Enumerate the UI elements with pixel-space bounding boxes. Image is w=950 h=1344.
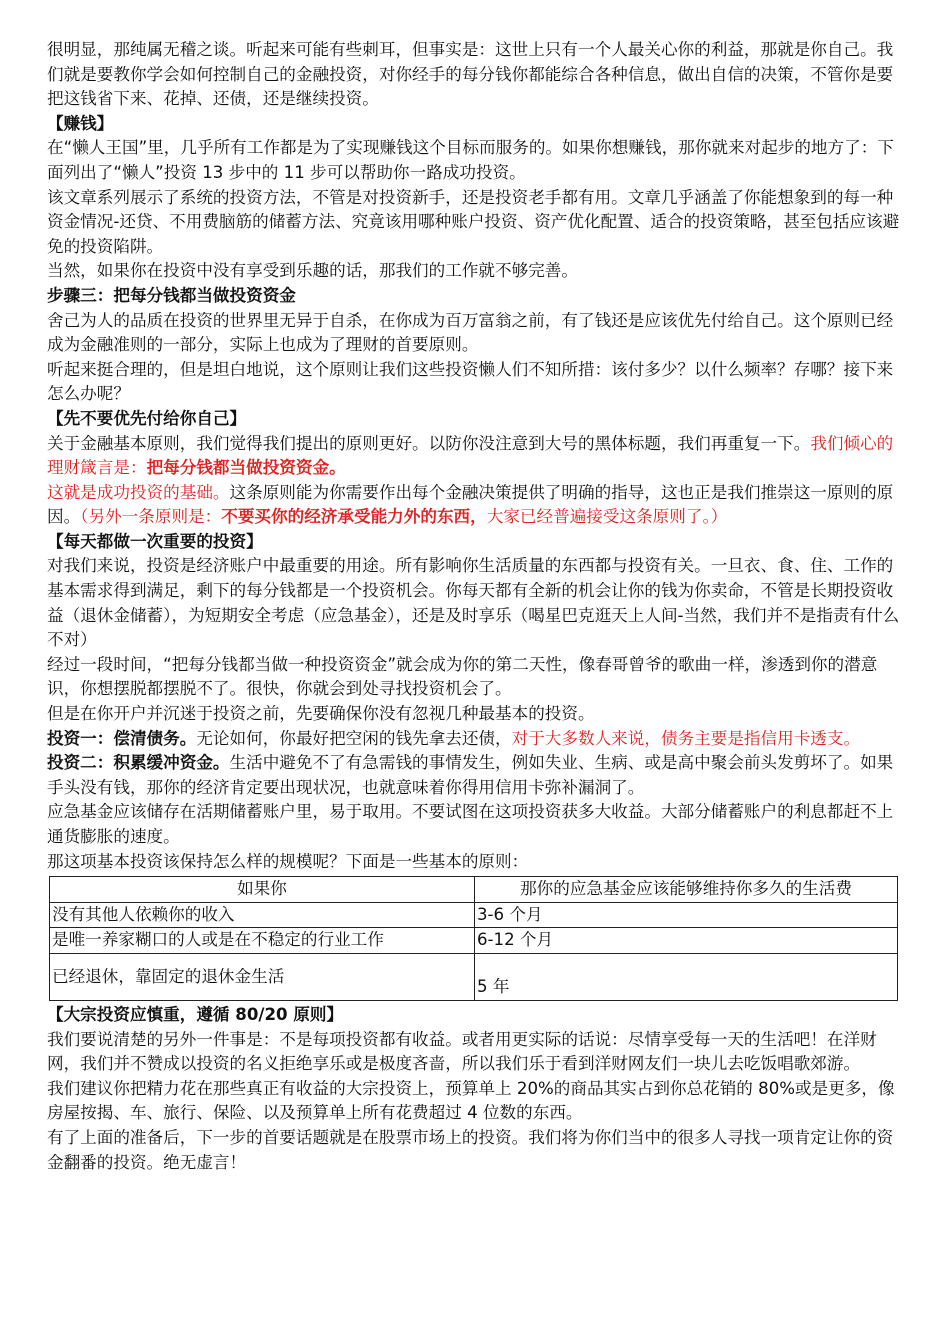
table-cell: 已经退休，靠固定的退休金生活	[50, 953, 475, 1000]
motto-statement: 把每分钱都当做投资资金。	[146, 458, 346, 478]
paragraph-foundation	[47, 481, 902, 530]
other-principle-tail: 大家已经普遍接受这条原则了。）	[486, 507, 728, 527]
paragraph-investment-use: 对我们来说，投资是经济账户中最重要的用途。所有影响你生活质量的东西都与投资有关。一旦衣、食、住、工作的基本需求得到满足，剩下的每分钱都是一个投资机会。你每天都有全新的机会让你的钱为你卖命，不管是长期投资收益（退休金储蓄），为短期安全考虑（应急基金），还是及时享乐（喝星巴克逛天上人间-当然，我们并不是指责有什么不对）	[47, 556, 900, 650]
heading-step-three: 步骤三：把每分钱都当做投资资金	[47, 285, 296, 305]
heading-earn-money: 【赚钱】	[47, 113, 114, 133]
other-principle-lead: （另外一条原则是：	[80, 507, 222, 527]
table-cell: 5 年	[475, 953, 898, 1000]
table-row	[50, 953, 898, 1000]
investment-one-red: 对于大多数人来说，债务主要是指信用卡透支。	[511, 728, 861, 748]
paragraph-questions: 听起来挺合理的，但是坦白地说，这个原则让我们这些投资懒人们不知所措：该付多少？以什么频率？存哪？接下来怎么办呢？	[47, 359, 894, 404]
paragraph-investment-one	[47, 727, 902, 752]
heading-dont-pay-first: 【先不要优先付给你自己】	[47, 408, 247, 428]
investment-one-text: 无论如何，你最好把空闲的钱先拿去还债，	[196, 728, 512, 748]
paragraph-lazy-kingdom: 在“懒人王国”里，几乎所有工作都是为了实现赚钱这个目标而服务的。如果你想赚钱，那你就来对起步的地方了：下面列出了“懒人”投资 13 步中的 11 步可以帮助你一路成功投资。	[47, 138, 894, 182]
table-row	[50, 902, 898, 928]
paragraph-enjoyment: 当然，如果你在投资中没有享受到乐趣的话，那我们的工作就不够完善。	[47, 261, 578, 281]
paragraph-pay-yourself: 舍己为人的品质在投资的世界里无异于自杀，在你成为百万富翁之前，有了钱还是应该优先付给自己。这个原则已经成为金融准则的一部分，实际上也成为了理财的首要原则。	[47, 310, 894, 355]
investment-two-label: 投资二：积累缓冲资金。	[47, 753, 230, 773]
foundation-text: 这条原则能为你需要作出每个金融决策提供了明确的指导，这也正是我们推崇这一原则的原因。	[47, 482, 894, 527]
table-cell: 3-6 个月	[475, 902, 898, 928]
paragraph-enjoy-life: 我们要说清楚的另外一件事是：不是每项投资都有收益。或者用更实际的话说：尽情享受每一天的生活吧！在洋财网，我们并不赞成以投资的名义拒绝享乐或是极度吝啬，所以我们乐于看到洋财网友们一块儿去吃饭唱歌郊游。	[47, 1029, 877, 1074]
foundation-red-text: 这就是成功投资的基础。	[47, 482, 230, 502]
motto-lead-red: 我们倾心的理财箴言是：	[47, 433, 894, 478]
paragraph-investment-two	[47, 751, 902, 800]
heading-daily-investment: 【每天都做一次重要的投资】	[47, 531, 263, 551]
paragraph-next-step: 有了上面的准备后，下一步的首要话题就是在股票市场上的投资。我们将为你们当中的很多人寻找一项肯定让你的资金翻番的投资。绝无虚言！	[47, 1127, 894, 1172]
table-cell: 没有其他人依赖你的收入	[50, 902, 475, 928]
investment-one-label: 投资一：偿清债务。	[47, 728, 197, 748]
paragraph-80-20: 我们建议你把精力花在那些真正有收益的大宗投资上，预算单上 20%的商品其实占到你总花销的 80%或是更多，像房屋按揭、车、旅行、保险、以及预算单上所有花费超过 4 位数的东西。	[47, 1078, 895, 1123]
paragraph-intro: 很明显，那纯属无稽之谈。听起来可能有些刺耳，但事实是：这世上只有一个人最关心你的利益，那就是你自己。我们就是要教你学会如何控制自己的金融投资，对你经手的每分钱你都能综合各种信息，做出自信的决策，不管你是要把这钱省下来、花掉、还债，还是继续投资。	[47, 40, 894, 109]
table-header-row	[50, 877, 898, 903]
paragraph-emergency-fund: 应急基金应该储存在活期储蓄账户里，易于取用。不要试图在这项投资获多大收益。大部分储蓄账户的利息都赶不上通货膨胀的速度。	[47, 802, 894, 846]
paragraph-series-overview: 该文章系列展示了系统的投资方法，不管是对投资新手，还是投资老手都有用。文章几乎涵盖了你能想象到的每一种资金情况-还贷、不用费脑筋的储蓄方法、究竟该用哪种账户投资、资产优化配置、适合的投资策略，甚至包括应该避免的投资陷阱。	[47, 187, 900, 256]
table-header-cell: 如果你	[50, 877, 475, 903]
heading-big-investments: 【大宗投资应慎重，遵循 80/20 原则】	[47, 1004, 344, 1024]
paragraph-basic-investments: 但是在你开户并沉迷于投资之前，先要确保你没有忽视几种最基本的投资。	[47, 704, 595, 724]
motto-intro-text: 关于金融基本原则，我们觉得我们提出的原则更好。以防你没注意到大号的黑体标题，我们再重复一下。	[47, 433, 811, 453]
table-row	[50, 928, 898, 954]
investment-two-text: 生活中避免不了有急需钱的事情发生，例如失业、生病、或是高中聚会前头发剪坏了。如果手头没有钱，那你的经济肯定要出现状况，也就意味着你得用信用卡弥补漏洞了。	[47, 753, 894, 797]
table-header-cell: 那你的应急基金应该能够维持你多久的生活费	[475, 877, 898, 903]
paragraph-second-nature: 经过一段时间，“把每分钱都当做一种投资资金”就会成为你的第二天性，像春哥曾爷的歌曲一样，渗透到你的潜意识，你想摆脱都摆脱不了。很快，你就会到处寻找投资机会了。	[47, 654, 878, 699]
table-cell: 是唯一养家糊口的人或是在不稳定的行业工作	[50, 928, 475, 954]
paragraph-fund-size: 那这项基本投资该保持怎么样的规模呢？下面是一些基本的原则：	[47, 851, 529, 871]
paragraph-motto	[47, 432, 902, 481]
emergency-fund-table	[49, 876, 898, 1001]
other-principle-bold: 不要买你的经济承受能力外的东西，	[221, 507, 487, 527]
table-cell: 6-12 个月	[475, 928, 898, 954]
